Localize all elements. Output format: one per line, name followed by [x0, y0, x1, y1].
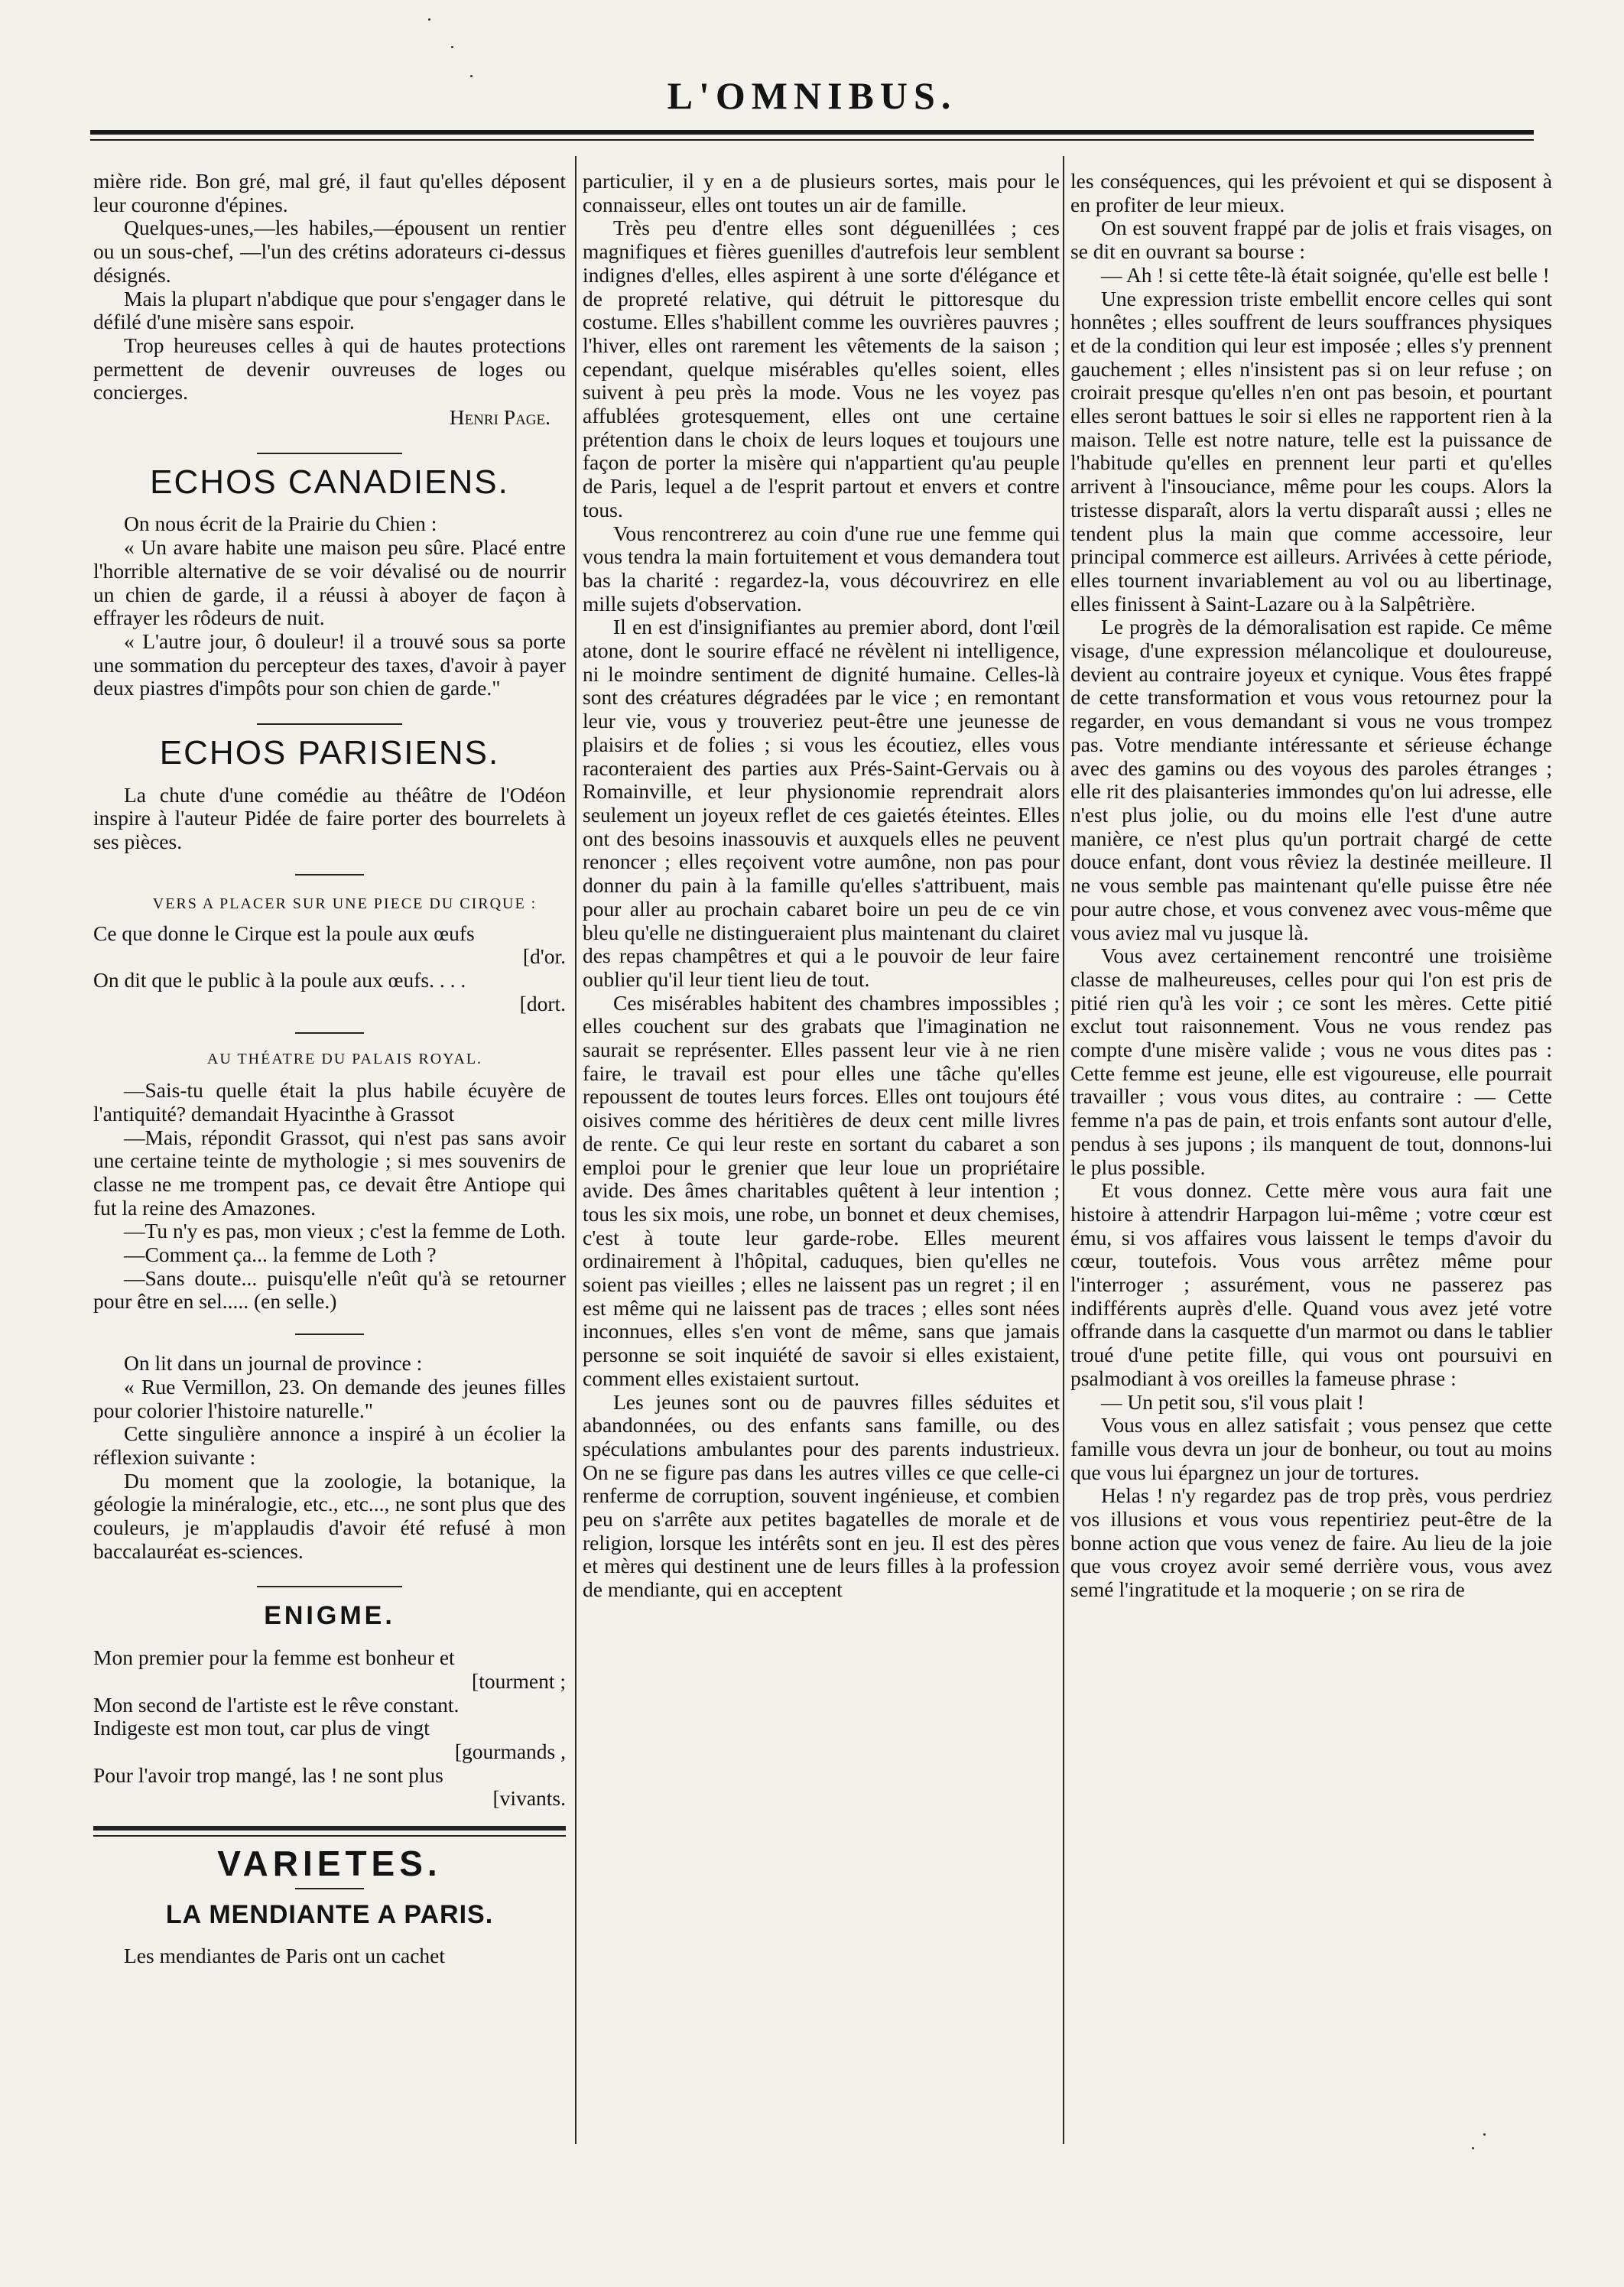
paragraph: Vous vous en allez satisfait ; vous pensez que cette famille vous devra un jour de bonheur, ou tout au moins que vous lui épargnez un jour de tortures.: [1070, 1413, 1552, 1484]
ink-speck: [428, 18, 430, 21]
paragraph: Trop heureuses celles à qui de hautes protections permettent de devenir ouvreuses de loges ou concierges.: [93, 333, 566, 404]
paragraph: Il en est d'insignifiantes au premier abord, dont l'œil atone, dont le sourire effacé ne révèlent ni intelligence, ni le moindre sentiment de dignité humaine. Celles-là sont des créatures dégradées par le vice ; en remontant leur vie, vous y trouveriez peut-être une jeunesse de plaisirs et de folies ; si vous les écoutiez, elles vous raconteraient des parties aux Prés-Saint-Gervais ou à Romainville, et leur physionomie reprendrait alors seulement un joyeux reflet de ces gaietés éteintes. Elles ont des besoins inassouvis et auxquels elles ne peuvent renoncer ; elles reçoivent votre aumône, non pas pour donner du pain à la famille qu'elles s'attribuent, mais pour aller au prochain cabaret boire un peu de ce vin bleu qu'elle ne distingueraient plus maintenant du clairet des repas champêtres et qui a le pouvoir de leur faire oublier qu'il leur tient lieu de tout.: [583, 615, 1060, 991]
header-rule-thin: [90, 139, 1534, 141]
masthead: L'OMNIBUS.: [667, 74, 957, 117]
section-divider: [295, 1032, 364, 1034]
ink-speck: [1472, 2147, 1474, 2149]
paragraph: Une expression triste embellit encore celles qui sont honnêtes ; elles souffrent de leurs souffrances physiques et de la condition qui leur est imposée ; elles s'y prennent gauchement ; elles n'insistent pas si on leur refuse ; on croirait presque qu'elles n'en ont pas besoin, et pourtant elles seront battues le soir si elles ne rapportent rien à la maison. Telle est notre nature, telle est la puissance de l'habitude qu'elles en prennent leur parti et qu'elles arrivent à l'insouciance, même pour les coups. Alors la tristesse disparaît, alors la vertu disparaît aussi ; elles ne tendent plus la main que comme accessoire, leur principal commerce est ailleurs. Arrivées à cette période, elles tournent invariablement au vol ou au libertinage, elles finissent à Saint-Lazare ou à la Salpêtrière.: [1070, 286, 1552, 616]
paragraph: — Ah ! si cette tête-là était soignée, qu'elle est belle !: [1101, 262, 1550, 287]
verse-line-end: [dort.: [519, 991, 566, 1015]
section-title-enigme: ENIGME.: [264, 1601, 395, 1631]
verse-line: Ce que donne le Cirque est la poule aux œufs: [93, 921, 475, 945]
paragraph: Vous avez certainement rencontré une troisième classe de malheureuses, celles pour qui l'on est pris de pitié rien qu'à les voir ; ce sont les mères. Cette pitié exclut tout raisonnement. Vous ne vous rendez pas compte d'une misère valide ; vous ne vous dites pas : Cette femme est jeune, elle est vigoureuse, elle pourrait travailler ; vous vous dites, au contraire : — Cette femme n'a pas de pain, et trois enfants sont autour d'elle, pendus à ses jupons ; ils manquent de tout, donnons-lui le plus possible.: [1070, 944, 1552, 1179]
paragraph: Mais la plupart n'abdique que pour s'engager dans le défilé d'une misère sans espoir.: [93, 286, 566, 334]
section-divider: [295, 874, 364, 875]
section-rule-thin: [93, 1835, 566, 1837]
paragraph: Cette singulière annonce a inspiré à un écolier la réflexion suivante :: [93, 1421, 566, 1469]
verse-line-end: [gourmands ,: [454, 1739, 566, 1763]
verse-line: Pour l'avoir trop mangé, las ! ne sont plus: [93, 1762, 443, 1787]
paragraph: —Tu n'y es pas, mon vieux ; c'est la femme de Loth.: [124, 1219, 566, 1243]
section-divider: [257, 723, 402, 725]
paragraph: « Un avare habite une maison peu sûre. Placé entre l'horrible alternative de se voir dévalisé ou de nourrir un chien de garde, il a réussi à aboyer de façon à effrayer les rôdeurs de nuit.: [93, 535, 566, 630]
paragraph: —Comment ça... la femme de Loth ?: [124, 1243, 437, 1267]
article-title: LA MENDIANTE A PARIS.: [165, 1899, 494, 1929]
section-divider: [295, 1334, 364, 1335]
paragraph: On nous écrit de la Prairie du Chien :: [124, 512, 437, 536]
column-3: [1070, 170, 1552, 2234]
column-divider: [1063, 156, 1064, 2144]
subsection-title: AU THÉATRE DU PALAIS ROYAL.: [206, 1051, 483, 1068]
verse-line: Mon second de l'artiste est le rêve constant.: [93, 1692, 460, 1717]
paragraph: —Sans doute... puisqu'elle n'eût qu'à se retourner pour être en sel..... (en selle.): [93, 1265, 566, 1314]
paragraph: Helas ! n'y regardez pas de trop près, vous perdriez vos illusions et vous vous repentiriez peut-être de la bonne action que vous venez de faire. Au lieu de la joie que vous croyez avoir semé derrière vous, vous avez semé l'ingratitude et la moquerie ; on se rira de: [1070, 1483, 1552, 1602]
paragraph: Ces misérables habitent des chambres impossibles ; elles couchent sur des grabats que l'imagination ne saurait se représenter. Elles passent leur vie à ne rien faire, le travail est pour elles une tâche qu'elles repoussent de toutes leurs forces. Elles ont toujours été oisives comme des héritières de deux cent mille livres de rente. Ce qui leur reste en sortant du cabaret a son emploi pour le grenier que leur loue un propriétaire avide. Des âmes charitables quêtent à leur intention ; tous les six mois, une robe, un bonnet et deux chemises, c'est à toute leur garde-robe. Elles meurent ordinairement à l'hôpital, caduques, bien qu'elles ne soient pas vieilles ; elles ne laissent pas un regret ; il en est même qui ne laissent pas de traces ; elles sont nées inconnues, elles s'en vont de même, sans que jamais personne se soit inquiété de savoir si elles existaient, comment elles existaient surtout.: [583, 990, 1060, 1390]
paragraph: particulier, il y en a de plusieurs sortes, mais pour le connaisseur, elles ont toutes un air de famille.: [583, 170, 1060, 216]
section-title-varietes: VARIETES.: [217, 1844, 442, 1884]
paragraph: Du moment que la zoologie, la botanique, la géologie la minéralogie, etc., etc..., ne sont plus que des couleurs, je m'applaudis d'avoir été refusé à mon baccalauréat es-sciences.: [93, 1468, 566, 1563]
paragraph: La chute d'une comédie au théâtre de l'Odéon inspire à l'auteur Pidée de faire porter des bourrelets à ses pièces.: [93, 782, 566, 854]
paragraph: —Sais-tu quelle était la plus habile écuyère de l'antiquité? demandait Hyacinthe à Grassot: [93, 1078, 566, 1126]
subsection-title: VERS A PLACER SUR UNE PIECE DU CIRQUE :: [152, 895, 538, 912]
paragraph: On lit dans un journal de province :: [124, 1351, 423, 1376]
paragraph: mière ride. Bon gré, mal gré, il faut qu'elles déposent leur couronne d'épines.: [93, 170, 566, 216]
paragraph: Vous rencontrerez au coin d'une rue une femme qui vous tendra la main fortuitement et vous demandera tout bas la charité : regardez-la, vous découvrirez en elle mille sujets d'observation.: [583, 521, 1060, 616]
paragraph: Les jeunes sont ou de pauvres filles séduites et abandonnées, ou des enfants sans famille, ou des spéculations ambulantes pour des parents industrieux. On ne se figure pas dans les autres villes ce que celle-ci renferme de corruption, souvent ingénieuse, et combien peu on s'arrête aux petites bagatelles de morale et de religion, lorsque les intérêts sont en jeu. Il est des pères et mères qui destinent une de leurs filles à la profession de mendiante, qui en acceptent: [583, 1389, 1060, 1602]
paragraph: « Rue Vermillon, 23. On demande des jeunes filles pour colorier l'histoire naturelle.": [93, 1374, 566, 1422]
section-divider: [295, 1888, 364, 1889]
paragraph: Très peu d'entre elles sont déguenillées ; ces magnifiques et fières guenilles d'autrefois leur semblent indignes d'elles, elles aspirent à une sorte d'élégance et de propreté relative, qui détruit le pittoresque du costume. Elles s'habillent comme les ouvrières pauvres ; l'hiver, elles ont rarement les vêtements de la saison ; cependant, quelque misérables qu'elles soient, elles suivent à peu près la mode. Vous ne les voyez pas affublées grotesquement, elles ont une certaine prétention dans le choix de leurs loques et toujours une façon de porter la misère qui n'appartient qu'au peuple de Paris, lequel a de l'esprit partout et envers et contre tous.: [583, 216, 1060, 521]
column-2: [583, 170, 1060, 2234]
ink-speck: [470, 75, 473, 77]
verse-line: Mon premier pour la femme est bonheur et: [93, 1645, 455, 1670]
author-signature: Henri Page.: [449, 405, 551, 430]
paragraph: Et vous donnez. Cette mère vous aura fait une histoire à attendrir Harpagon lui-même ; votre cœur est ému, si vos affaires vous laissent le temps d'avoir du cœur, toutefois. Vous vous arrêtez même pour l'interroger ; assurément, vous ne passerez pas indifférents auprès d'elle. Quand vous avez jeté votre offrande dans la casquette d'un marmot ou dans le tablier troué d'une petite fille, qui vous ont poursuivi en psalmodiant à vos oreilles la fameuse phrase :: [1070, 1178, 1552, 1390]
column-divider: [575, 156, 577, 2144]
verse-line-end: [vivants.: [492, 1786, 566, 1811]
paragraph: « L'autre jour, ô douleur! il a trouvé sous sa porte une sommation du percepteur des taxes, d'avoir à payer deux piastres d'impôts pour son chien de garde.": [93, 629, 566, 700]
paragraph: — Un petit sou, s'il vous plait !: [1101, 1389, 1365, 1414]
column-1: [93, 170, 566, 2234]
verse-line: On dit que le public à la poule aux œufs. . . .: [93, 967, 466, 992]
section-divider: [257, 1586, 402, 1587]
header-rule: [90, 130, 1534, 135]
ink-speck: [451, 46, 453, 48]
verse-line-end: [tourment ;: [472, 1668, 566, 1693]
section-title-echos-canadiens: ECHOS CANADIENS.: [150, 463, 509, 501]
paragraph: Quelques-unes,—les habiles,—épousent un rentier ou un sous-chef, —l'un des crétins adorateurs ci-dessus désignés.: [93, 216, 566, 287]
section-title-echos-parisiens: ECHOS PARISIENS.: [159, 734, 500, 772]
verse-line: Indigeste est mon tout, car plus de vingt: [93, 1716, 430, 1740]
section-divider: [257, 453, 402, 454]
paragraph: Les mendiantes de Paris ont un cachet: [124, 1944, 446, 1968]
paragraph: —Mais, répondit Grassot, qui n'est pas sans avoir une certaine teinte de mythologie ; si mes souvenirs de classe ne me trompent pas, ce devait être Antiope qui fut la reine des Amazones.: [93, 1125, 566, 1220]
paragraph: Le progrès de la démoralisation est rapide. Ce même visage, d'une expression mélancolique et douloureuse, devient au contraire joyeux et cynique. Vous êtes frappé de cette transformation et vous vous retournez pour la regarder, en vous demandant si vous ne vous trompez pas. Votre mendiante intéressante et sérieuse échange avec des gamins ou des voyous des paroles étranges ; elle rit des plaisanteries immondes qu'on lui adresse, elle n'est plus jolie, ou du moins elle l'est d'une autre manière, ce n'est plus qu'un portrait chargé de cette douce enfant, dont vous rêviez la destinée meilleure. Il ne vous semble pas maintenant qu'elle puisse être née pour autre chose, et vous convenez avec vous-même que vous aviez mal vu jusque là.: [1070, 615, 1552, 944]
section-rule: [93, 1826, 566, 1831]
verse-line-end: [d'or.: [522, 944, 566, 969]
ink-speck: [1483, 2133, 1486, 2136]
paragraph: les conséquences, qui les prévoient et qui se disposent à en profiter de leur mieux.: [1070, 170, 1552, 216]
paragraph: On est souvent frappé par de jolis et frais visages, on se dit en ouvrant sa bourse :: [1070, 216, 1552, 264]
